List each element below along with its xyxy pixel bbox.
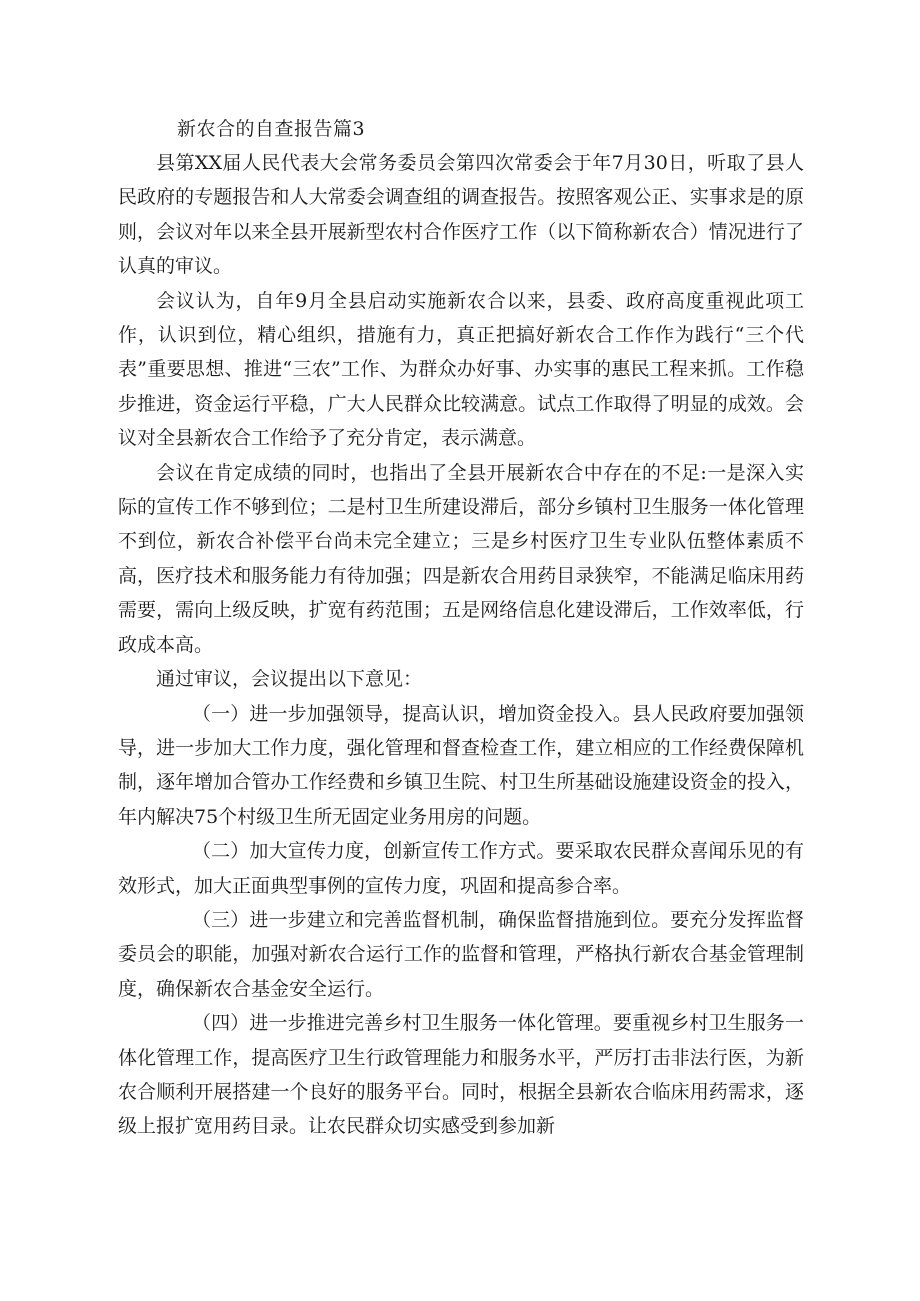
paragraph-opinion-1: （一）进一步加强领导，提高认识，增加资金投入。县人民政府要加强领导，进一步加大工作力度，强化管理和督查检查工作，建立相应的工作经费保障机制，逐年增加合管办工作经费和乡镇卫生院、村卫生所基础设施建设资金的投入，年内解决75个村级卫生所无固定业务用房的问题。 (118, 702, 804, 828)
paragraph-opinions-lead: 通过审议，会议提出以下意见： (156, 668, 423, 691)
paragraph-opinion-3: （三）进一步建立和完善监督机制，确保监督措施到位。要充分发挥监督委员会的职能，加强对新农合运行工作的监督和管理，严格执行新农合基金管理制度，确保新农合基金安全运行。 (118, 908, 804, 1000)
paragraph-assessment: 会议认为，自年9月全县启动实施新农合以来，县委、政府高度重视此项工作，认识到位，精心组织，措施有力，真正把搞好新农合工作作为践行“三个代表”重要思想、推进“三农”工作、为群众办好事、办实事的惠民工程来抓。工作稳步推进，资金运行平稳，广大人民群众比较满意。试点工作取得了明显的成效。会议对全县新农合工作给予了充分肯定，表示满意。 (118, 289, 804, 450)
paragraph-opinion-2: （二）加大宣传力度，创新宣传工作方式。要采取农民群众喜闻乐见的有效形式，加大正面典型事例的宣传力度，巩固和提高参合率。 (118, 840, 804, 897)
document-title: 新农合的自查报告篇3 (177, 118, 366, 140)
document-body (118, 112, 804, 1144)
paragraph-shortcomings: 会议在肯定成绩的同时，也指出了全县开展新农合中存在的不足:一是深入实际的宣传工作不够到位；二是村卫生所建设滞后，部分乡镇村卫生服务一体化管理不到位，新农合补偿平台尚未完全建立；三是乡村医疗卫生专业队伍整体素质不高，医疗技术和服务能力有待加强；四是新农合用药目录狭窄，不能满足临床用药需要，需向上级反映，扩宽有药范围；五是网络信息化建设滞后，工作效率低，行政成本高。 (118, 461, 804, 656)
paragraph-opinion-4: （四）进一步推进完善乡村卫生服务一体化管理。要重视乡村卫生服务一体化管理工作，提高医疗卫生行政管理能力和服务水平，严厉打击非法行医，为新农合顺利开展搭建一个良好的服务平台。同时，根据全县新农合临床用药需求，逐级上报扩宽用药目录。让农民群众切实感受到参加新 (118, 1012, 804, 1138)
paragraph-intro: 县第XX届人民代表大会常务委员会第四次常委会于年7月30日，听取了县人民政府的专题报告和人大常委会调查组的调查报告。按照客观公正、实事求是的原则，会议对年以来全县开展新型农村合作医疗工作（以下简称新农合）情况进行了认真的审议。 (118, 152, 804, 278)
